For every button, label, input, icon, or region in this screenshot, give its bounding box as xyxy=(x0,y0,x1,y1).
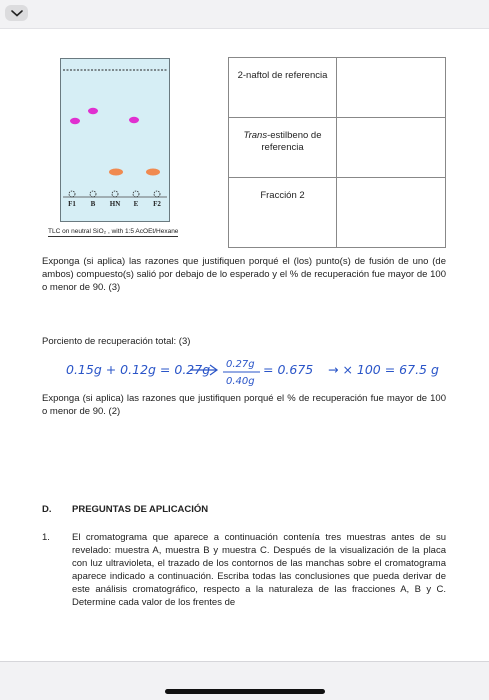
chevron-down-icon xyxy=(11,10,23,17)
lane-label: F2 xyxy=(153,200,161,208)
spot-orange xyxy=(146,169,160,176)
section-letter: D. xyxy=(42,504,52,515)
table-row xyxy=(229,58,446,118)
label-rest: -estilbeno de referencia xyxy=(261,130,322,153)
table-cell-empty xyxy=(337,178,446,248)
question-paragraph: Exponga (si aplica) las razones que justifiquen porqué el (los) punto(s) de fusión de uno (de ambos) compuesto(s) salió por debajo de lo esperado y el % de recuperación fue mayor de 100 o menor de 90. (3) xyxy=(42,256,446,293)
section-title: PREGUNTAS DE APLICACIÓN xyxy=(72,504,209,515)
tlc-drawing xyxy=(61,59,169,221)
table-cell-empty xyxy=(337,118,446,178)
handwritten-numerator: 0.27g xyxy=(226,359,255,370)
handwritten-result: = 0.675 xyxy=(263,362,314,377)
table-cell-label xyxy=(229,118,337,178)
table-cell-empty xyxy=(337,58,446,118)
origin-spot xyxy=(69,191,75,197)
tlc-plate xyxy=(60,58,170,222)
handwritten-calculation xyxy=(60,350,440,392)
question-paragraph-2: Exponga (si aplica) las razones que justifiquen porqué el % de recuperación fue mayor de 100 o menor de 90. (2) xyxy=(42,393,446,417)
origin-spot xyxy=(133,191,139,197)
lane-label: B xyxy=(90,200,96,208)
table-row xyxy=(229,178,446,248)
top-toolbar xyxy=(0,0,489,28)
lane-label: HN xyxy=(109,200,121,208)
origin-spot xyxy=(112,191,118,197)
spot-orange xyxy=(109,169,123,176)
recovery-label: Porciento de recuperación total: (3) xyxy=(42,336,191,347)
origin-spot xyxy=(154,191,160,197)
lane-label: E xyxy=(133,200,139,208)
italic-prefix: Trans xyxy=(243,130,268,141)
home-indicator[interactable] xyxy=(165,689,325,694)
reference-table xyxy=(228,57,446,248)
origin-spot xyxy=(90,191,96,197)
collapse-button[interactable] xyxy=(5,5,28,21)
handwritten-sum: 0.15g + 0.12g = 0.27g xyxy=(66,362,211,377)
spot-pink xyxy=(88,108,98,114)
spot-pink xyxy=(129,117,139,123)
table-cell-label: Fracción 2 xyxy=(229,178,337,248)
table-row xyxy=(229,118,446,178)
tlc-caption: TLC on neutral SiO₂ , with 1:5 AcOEt/Hexane xyxy=(48,228,179,235)
handwritten-denominator: 0.40g xyxy=(226,376,255,387)
lane-label: F1 xyxy=(68,200,76,208)
item-number: 1. xyxy=(42,532,50,543)
handwritten-times: → × 100 = 67.5 g xyxy=(328,362,439,377)
table-cell-label: 2-naftol de referencia xyxy=(229,58,337,118)
spot-pink xyxy=(70,118,80,124)
item-text: El cromatograma que aparece a continuación contenía tres muestras antes de su revelado: muestra A, muestra B y muestra C. Después de la visualización de la placa con luz ultravioleta, el trazado de los contornos de las manchas sobre el cromatograma aparece indicado a continuación. Escriba todas las conclusiones que pueda derivar de este análisis cromatográfico, respecto a la naturaleza de las fracciones A, B y C. Determine cada valor de los frentes de xyxy=(72,532,446,608)
